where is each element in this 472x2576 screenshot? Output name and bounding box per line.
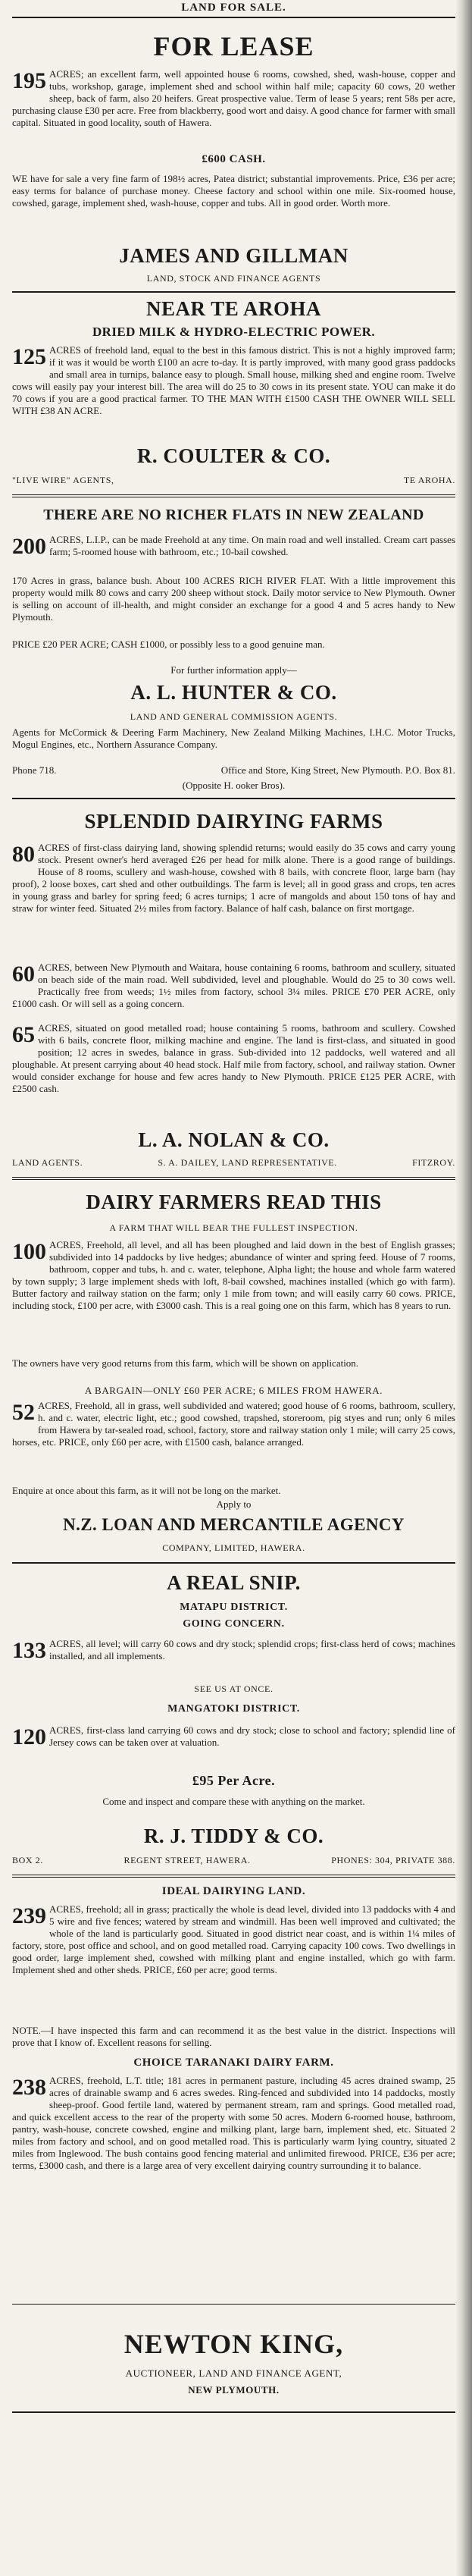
ad-text: ACRES, between New Plymouth and Waitara, house containing 6 rooms, bathroom and scullery, situated on beach side of the main road. Well subdivided, level and ploughable. Would do 25 to 30 cows well. Practically free from weeds; 1½ miles from factory, school 3¼ miles. PRICE £70 PER ACRE, only £1000 cash. Or will sell as a going concern.	[12, 962, 455, 1009]
ad-text: ACRES of freehold land, equal to the best in this famous district. This is not a highly improved farm; if it was it would be worth £100 an acre to-day. It is partly improved, with many good grass paddocks and small area in turnips, balance easy to plough. Small house, milking shed and engine room. Twelve cows will easily pay your interest bill. The area will do 25 to 30 cows in its present state. YOU can make it do 70 cows if you are a good practical farmer. TO THE MAN WITH £1500 CASH THE OWNER WILL SELL WITH £38 AN ACRE.	[12, 344, 455, 416]
real-snip-title: A REAL SNIP.	[167, 1571, 301, 1594]
snip-come: Come and inspect and compare these with anything on the market.	[102, 1796, 365, 1807]
divider	[12, 1875, 455, 1878]
acreage-number: 60	[12, 962, 35, 987]
dairy-ad-1-returns: The owners have very good returns from this farm, which will be shown on application.	[12, 1357, 359, 1369]
ad-text: ACRES, Freehold, all in grass, well subdivided and watered; good house of 6 rooms, bathroom, scullery, h. and c. water, electric light, etc.; good cowshed, trapshed, storeroom, pig styes and run; only 6 miles from Hawera by tar-sealed road, school, factory, store and railway station only 1 mile; will carry 25 cows, horses, etc. PRICE, only £60 per acre, with £1500 cash, balance arranged.	[12, 1400, 455, 1448]
snip-ad-2	[12, 1724, 455, 1749]
acreage-number: 239	[12, 1903, 46, 1928]
agent-subtitle: AUCTIONEER, LAND AND FINANCE AGENT,	[125, 2367, 342, 2379]
agent-location: NEW PLYMOUTH.	[188, 2384, 280, 2396]
dairy-apply: Apply to	[216, 1498, 252, 1510]
agent-tagline: "LIVE WIRE" AGENTS,	[12, 475, 114, 485]
ad-text: ACRES, all level; will carry 60 cows and dry stock; splendid crops; first-class herd of cows; machines installed, and all implements.	[49, 1638, 455, 1661]
agent-subtitle: LAND AND GENERAL COMMISSION AGENTS.	[130, 711, 338, 722]
price: £600 CASH.	[202, 153, 266, 165]
ideal-ad-1	[12, 1903, 455, 1976]
see-us: SEE US AT ONCE.	[194, 1683, 274, 1694]
nz-flats-price: PRICE £20 PER ACRE; CASH £1000, or possibly less to a good genuine man.	[12, 639, 325, 650]
acreage-number: 100	[12, 1239, 46, 1264]
district-heading: MANGATOKI DISTRICT.	[167, 1703, 300, 1715]
ad-text: ACRES of first-class dairying land, showing splendid returns; would easily do 35 cows and carry young stock. Present owner's herd averaged £26 per head for milk alone. There is a good range of buildings. House of 8 rooms, scullery and wash-house, cowshed with 8 bails, with concrete floor, large barn (hay proof), 2 loose boxes, cart shed and other outbuildings. The farm is level; all in good grass and crops, ten acres in young grass and barley for spring feed; 6 acres turnips; 1 acre of mangolds and about 150 tons of hay and straw for winter feed. Situated 2½ miles from factory. Balance of half cash, balance on first mortgage.	[12, 842, 455, 914]
agent-title: LAND AGENTS.	[12, 1157, 83, 1168]
acreage-number: 65	[12, 1022, 35, 1047]
nz-flats-apply: For further information apply—	[170, 664, 297, 676]
price: £95 Per Acre.	[192, 1773, 276, 1788]
acreage-number: 200	[12, 534, 46, 559]
agent-name: R. J. TIDDY & CO.	[143, 1825, 324, 1847]
splendid-title: SPLENDID DAIRYING FARMS	[84, 810, 383, 833]
ideal-note: NOTE.—I have inspected this farm and can recommend it as the best value in the district. Inspections will prove that I know of. Excellent reasons for selling.	[12, 2025, 455, 2048]
agent-name: NEWTON KING,	[123, 2329, 344, 2359]
divider	[12, 291, 455, 293]
agent-name: A. L. HUNTER & CO.	[130, 681, 337, 704]
divider	[12, 798, 455, 799]
agent-description: Agents for McCormick & Deering Farm Machinery, New Zealand Milking Machines, I.H.C. Motor Trucks, Mogul Engines, etc., Northern Assurance Company.	[12, 726, 455, 750]
agent-location: FITZROY.	[412, 1157, 455, 1168]
agent-name: JAMES AND GILLMAN	[119, 244, 349, 267]
page-edge-shadow	[455, 0, 472, 2576]
agent-contact	[12, 764, 455, 777]
acreage-number: 133	[12, 1638, 46, 1663]
for-lease-ad-2: WE have for sale a very fine farm of 198½ acres, Patea district; substantial improvements. Price, £36 per acre; easy terms for balance of purchase money. Cheese factory and school within one mile. Six-roomed house, cowshed, garage, implement shed, wash-house, copper and tubs. All in good order. Worth more.	[12, 173, 455, 209]
snip-ad-1	[12, 1638, 455, 1663]
going-concern: GOING CONCERN.	[183, 1618, 285, 1630]
ad-text: ACRES, freehold; all in grass; practically the whole is dead level, divided into 13 paddocks with 4 and 5 wire and five fences; watered by stream and windmill. Has been well improved and cultivated; the whole of the land is particularly good. Situated in good district near coast, and is within 1¼ miles of factory, store, post office and school, and on good metalled road. Carrying capacity 100 cows. Two dwellings in good order, large implement shed, cowshed with milking plant and engine installed, which go with farm. Implement shed and other sheds. PRICE, £60 per acre; good terms.	[12, 1903, 455, 1975]
ideal-title: IDEAL DAIRYING LAND.	[161, 1885, 306, 1897]
agent-name: R. COULTER & CO.	[136, 444, 331, 467]
acreage-number: 195	[12, 68, 46, 93]
ad-text: ACRES, freehold, L.T. title; 181 acres in permanent pasture, including 45 acres drained swamp, 25 acres of drainable swamp and 6 acres swedes. Ring-fenced and subdivided into 14 paddocks, mostly sheep-proof. Good fertile land, watered by permanent stream, ram and springs. Good metalled road, and quick excellent access to the rear of the property with some 50 acres. Modern 6-roomed house, bathroom, pantry, wash-house, concrete cowshed, engine and milking plant, large barn, implement shed, etc. Situated 2 miles from factory and school, and on good metalled road. This is particularly warm lying country, situated 2 miles from Inglewood. The bush contains good fencing material and unlimited firewood. PRICE, £36 per acre; terms, £3000 cash, and there is a large area of very excellent dairying country surrounding it to balance.	[12, 2075, 455, 2171]
page-header: LAND FOR SALE.	[181, 2, 286, 14]
divider	[12, 494, 455, 497]
dairy-ad-2	[12, 1400, 455, 1448]
divider	[12, 2411, 455, 2413]
acreage-number: 52	[12, 1400, 35, 1425]
nz-flats-ad	[12, 534, 455, 559]
divider	[12, 17, 455, 18]
agent-location: TE AROHA.	[403, 475, 455, 485]
agent-box: BOX 2.	[12, 1855, 43, 1865]
ad-text: ACRES, first-class land carrying 60 cows and dry stock; close to school and factory; splendid line of Jersey cows can be taken over at valuation.	[49, 1724, 455, 1748]
splendid-ad-3	[12, 1022, 455, 1095]
dairy-ad-1	[12, 1239, 455, 1312]
divider	[12, 1177, 455, 1180]
agent-name: L. A. NOLAN & CO.	[138, 1128, 330, 1151]
divider	[12, 1562, 455, 1564]
bargain-line: A BARGAIN—ONLY £60 PER ACRE; 6 MILES FROM HAWERA.	[84, 1385, 383, 1396]
dairy-enquire: Enquire at once about this farm, as it will not be long on the market.	[12, 1485, 281, 1496]
agent-line	[12, 1157, 455, 1169]
ad-text: ACRES, situated on good metalled road; house containing 5 rooms, bathroom and scullery. Cowshed with 6 bails, concrete floor, milking machine and engine. The land is first-class, and situated in good position; 12 acres in swedes, balance in grass. Sub-divided into 12 paddocks, well watered and all ploughable. At present carrying about 40 head stock. Half mile from factory, school, and railway station. Owner would consider exchange for house and few acres handy to New Plymouth. PRICE £125 PER ACRE, with £2500 cash.	[12, 1022, 455, 1094]
agent-opposite: (Opposite H. ooker Bros).	[182, 780, 286, 791]
for-lease-title: FOR LEASE	[153, 31, 314, 61]
ad-text: ACRES, Freehold, all level, and all has been ploughed and laid down in the best of English grasses; subdivided into 14 paddocks by live hedges; abundance of winter and spring feed. House of 7 rooms, bathroom, copper and tubs, h. and c. water, telephone, Alpha light; the house and whole farm watered by town supply; 3 large implement sheds with loft, 8-bail cowshed, machines installed (which go with farm). Butter factory and railway station on the farm; only 1 mile from town; and will easily carry 60 cows. PRICE, including stock, £100 per acre, with £3000 cash. This is a real going one on this farm, which has 8 years to run.	[12, 1239, 455, 1311]
acreage-number: 125	[12, 344, 46, 369]
te-aroha-subtitle: DRIED MILK & HYDRO-ELECTRIC POWER.	[92, 325, 375, 339]
agent-phone: Phone 718.	[12, 764, 57, 776]
dairy-farmers-title: DAIRY FARMERS READ THIS	[86, 1191, 382, 1213]
acreage-number: 80	[12, 842, 35, 867]
agent-name: N.Z. LOAN AND MERCANTILE AGENCY	[63, 1515, 405, 1534]
agent-line	[12, 475, 455, 486]
nz-flats-ad-2: 170 Acres in grass, balance bush. About 100 ACRES RICH RIVER FLAT. With a little improvement this property would milk 80 cows and carry 200 sheep without stock. Daily motor service to New Plymouth. Owner is selling on account of ill-health, and might consider an exchange for a good 4 and 5 acres handy to New Plymouth.	[12, 575, 455, 623]
te-aroha-title: NEAR TE AROHA	[145, 297, 322, 320]
agent-phones: PHONES: 304, PRIVATE 388.	[331, 1855, 455, 1865]
te-aroha-ad	[12, 344, 455, 417]
choice-title: CHOICE TARANAKI DAIRY FARM.	[133, 2057, 334, 2069]
ideal-ad-2	[12, 2075, 455, 2172]
agent-representative: S. A. DAILEY, LAND REPRESENTATIVE.	[158, 1157, 337, 1168]
agent-office: Office and Store, King Street, New Plymouth. P.O. Box 81.	[220, 764, 455, 776]
ad-text: ACRES; an excellent farm, well appointed house 6 rooms, cowshed, shed, wash-house, copper and tubs, workshop, garage, implement shed and school within half mile; capacity 60 cows, 20 wether sheep, back of farm, also 20 heifers. Great prospective value. Term of lease 5 years; rent 58s per acre, purchasing clause £30 per acre. Free from blackberry, good wort and daisy. A good chance for farmer with small capital. Situated in good locality, south of Hawera.	[12, 68, 455, 128]
nz-flats-title: THERE ARE NO RICHER FLATS IN NEW ZEALAND	[43, 507, 424, 523]
acreage-number: 120	[12, 1724, 46, 1749]
splendid-ad-2	[12, 962, 455, 1010]
divider	[12, 2304, 455, 2305]
district-heading: MATAPU DISTRICT.	[180, 1602, 288, 1613]
acreage-number: 238	[12, 2075, 46, 2100]
agent-street: REGENT STREET, HAWERA.	[123, 1855, 251, 1865]
dairy-farmers-sub: A FARM THAT WILL BEAR THE FULLEST INSPECTION.	[109, 1222, 358, 1233]
splendid-ad-1	[12, 842, 455, 915]
ad-text: ACRES, L.I.P., can be made Freehold at any time. On main road and well installed. Cream cart passes farm; 5-roomed house with bathroom, etc.; 10-bail cowshed.	[49, 534, 455, 557]
for-lease-ad	[12, 68, 455, 129]
agent-line	[12, 1855, 455, 1866]
agent-subtitle: COMPANY, LIMITED, HAWERA.	[162, 1542, 305, 1553]
agent-subtitle: LAND, STOCK AND FINANCE AGENTS	[146, 273, 321, 284]
